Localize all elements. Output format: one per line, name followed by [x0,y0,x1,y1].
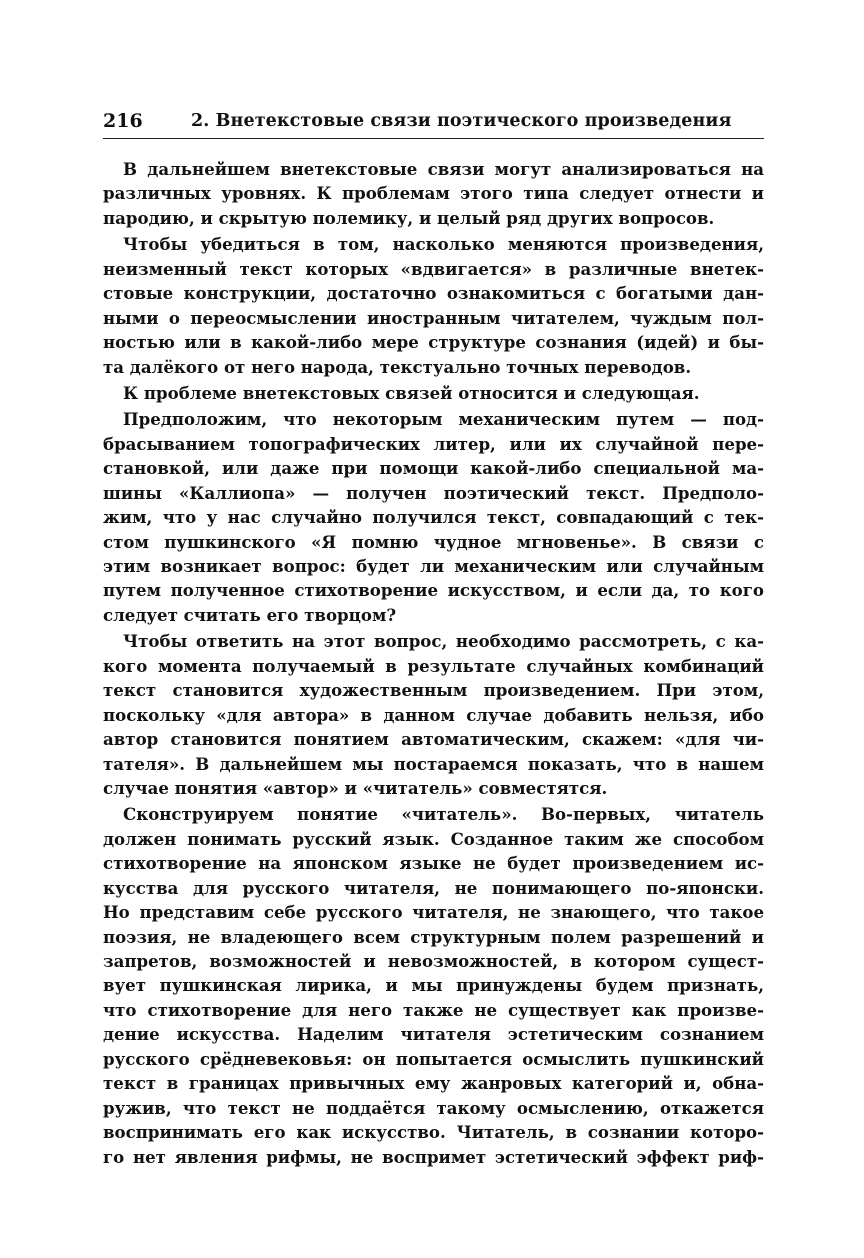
running-header [103,104,764,139]
text-line: Чтобы ответить на этот вопрос, необходимо рассмотреть, с ка- [123,631,764,652]
text-line: та далёкого от него народа, текстуально точных переводов. [103,356,692,377]
text-line: ружив, что текст не поддаётся такому осмыслению, откажется [103,1097,764,1118]
text-line: русского срёдневековья: он попытается осмыслить пушкинский [103,1048,764,1069]
text-line: шины «Каллиопа» — получен поэтический текст. Предполо- [103,482,764,503]
text-line: стихотворение на японском языке не будет произведением ис- [103,853,764,874]
text-line: В дальнейшем внетекстовые связи могут анализироваться на [123,159,764,179]
text-line: Чтобы убедиться в том, насколько меняются произведения, [123,234,764,255]
text-line: автор становится понятием автоматическим, скажем: «для чи- [103,729,764,750]
text-line: различных уровнях. К проблемам этого типа следует отнести и [103,183,764,204]
text-line: этим возникает вопрос: будет ли механическим или случайным [103,556,764,576]
chapter-title: 2. Внетекстовые связи поэтического произведения [191,111,732,131]
text-line: ными о переосмыслении иностранным читателем, чуждым пол- [103,307,764,328]
paragraph [103,157,764,230]
page-number: 216 [103,110,143,132]
text-line: становкой, или даже при помощи какой-либо специальной ма- [103,458,764,479]
text-line: путем полученное стихотворение искусством, и если да, то кого [103,580,764,601]
text-line: кусства для русского читателя, не понимающего по-японски. [103,877,764,898]
text-line: го нет явления рифмы, не воспримет эстетический эффект риф- [103,1146,764,1167]
text-line: брасыванием топографических литер, или их случайной пере- [103,433,764,454]
text-line: Но представим себе русского читателя, не знающего, что такое [103,902,764,923]
text-line: жим, что у нас случайно получился текст, совпадающий с тек- [103,507,764,528]
body-text [103,157,764,1171]
text-line: поэзия, не владеющего всем структурным полем разрешений и [103,926,764,947]
paragraph [103,381,764,405]
text-line: вует пушкинская лирика, и мы принуждены будем признать, [103,975,764,996]
text-line: Сконструируем понятие «читатель». Во-первых, читатель [123,804,764,825]
paragraph [103,629,764,800]
text-line: должен понимать русский язык. Созданное таким же способом [103,828,764,849]
text-line: ностью или в какой-либо мере структуре сознания (идей) и бы- [103,332,764,353]
text-line: пародию, и скрытую полемику, и целый ряд других вопросов. [103,207,715,228]
text-line: воспринимать его как искусство. Читатель, в сознании которо- [103,1122,764,1143]
text-line: текст в границах привычных ему жанровых категорий и, обна- [103,1073,764,1094]
text-line: поскольку «для автора» в данном случае добавить нельзя, ибо [103,704,764,725]
text-line: случае понятия «автор» и «читатель» совместятся. [103,777,608,798]
text-line: запретов, возможностей и невозможностей, в котором сущест- [103,951,764,971]
text-line: К проблеме внетекстовых связей относится и следующая. [123,382,700,403]
paragraph [103,407,764,627]
paragraph [103,802,764,1169]
text-line: следует считать его творцом? [103,604,397,625]
paragraph [103,232,764,379]
text-line: Предположим, что некоторым механическим путем — под- [123,409,764,430]
text-line: текст становится художественным произведением. При этом, [103,680,764,701]
text-line: дение искусства. Наделим читателя эстетическим сознанием [103,1024,764,1045]
text-line: неизменный текст которых «вдвигается» в различные внетек- [103,258,764,279]
text-line: стом пушкинского «Я помню чудное мгновенье». В связи с [103,531,764,552]
text-line: кого момента получаемый в результате случайных комбинаций [103,655,764,676]
text-line: стовые конструкции, достаточно ознакомиться с богатыми дан- [103,283,764,304]
text-line: тателя». В дальнейшем мы постараемся показать, что в нашем [103,753,764,774]
text-line: что стихотворение для него также не существует как произве- [103,999,764,1020]
